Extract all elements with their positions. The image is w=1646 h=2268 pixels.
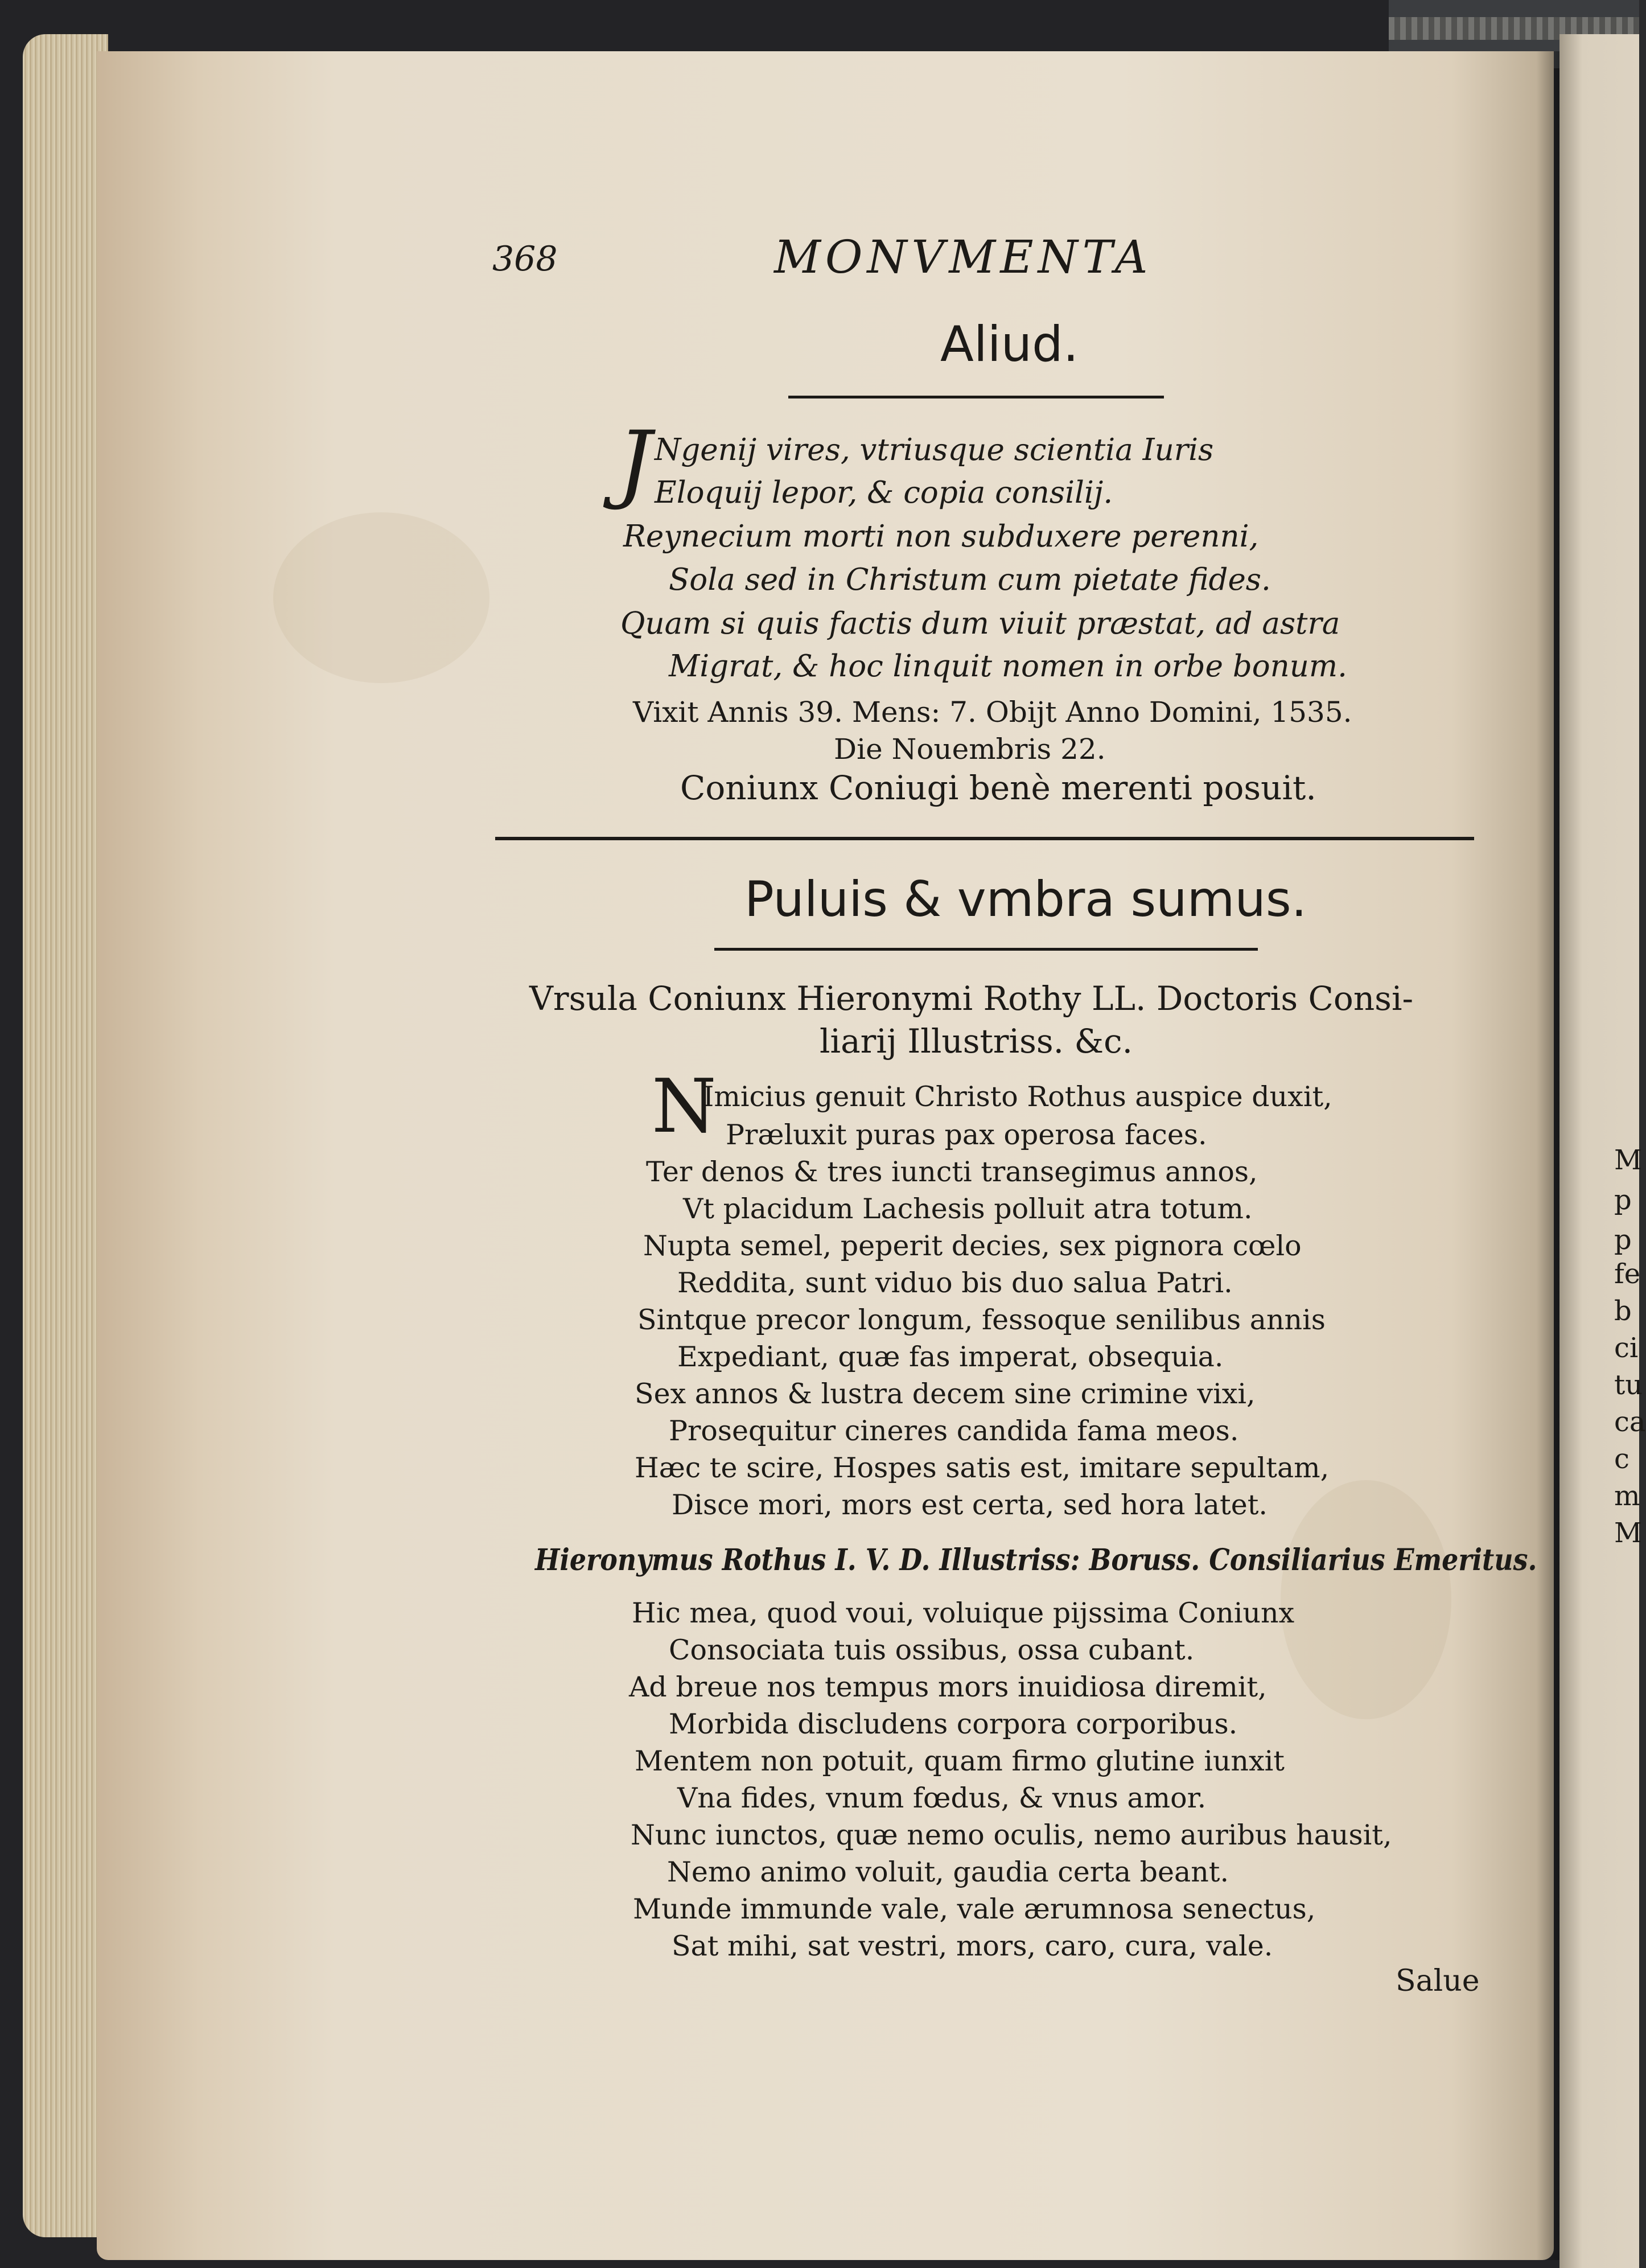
paper-stain [1281,1480,1451,1719]
dedication: Coniunx Coniugi benè merenti posuit. [680,769,1316,807]
fragment: ci [1614,1332,1639,1364]
verse-line: Sex annos & lustra decem sine crimine vixi, [635,1378,1256,1410]
verse-line: Prosequitur cineres candida fama meos. [669,1415,1239,1447]
verse-line: Imicius genuit Christo Rothus auspice duxit, [703,1080,1332,1113]
heading-rule [714,948,1258,951]
page-stack-edge [23,34,108,2237]
fragment: b [1614,1295,1632,1327]
verse-line: Nupta semel, peperit decies, sex pignora cœlo [643,1230,1302,1262]
section-heading-puluis: Puluis & vmbra sumus. [744,871,1307,928]
subtitle: liarij Illustriss. &c. [820,1022,1133,1061]
verse-line: Ngenij vires, vtriusque scientia Iuris [655,433,1214,467]
fragment: ca [1614,1406,1646,1438]
verse-line: Præluxit puras pax operosa faces. [726,1119,1207,1151]
fragment: M [1614,1517,1643,1549]
drop-cap: N [652,1063,717,1149]
heading-rule [788,396,1164,398]
section-divider [495,837,1474,840]
section-heading-aliud: Aliud. [940,316,1079,373]
date-line: Vixit Annis 39. Mens: 7. Obijt Anno Domini, 1535. [633,696,1352,729]
verse-line: Vna fides, vnum fœdus, & vnus amor. [677,1782,1207,1814]
date-line: Die Nouembris 22. [834,733,1106,766]
verse-line: Vt placidum Lachesis polluit atra totum. [683,1193,1253,1225]
gutter-shadow [1537,51,1559,2260]
fragment: tu [1614,1369,1643,1401]
verse-line: Reynecium morti non subduxere perenni, [623,519,1259,554]
verse-line: Sintque precor longum, fessoque senilibus annis [637,1304,1326,1336]
verse-line: Nemo animo voluit, gaudia certa beant. [667,1856,1229,1888]
verse-line: Munde immunde vale, vale ærumnosa senectus, [633,1893,1316,1925]
fragment: M [1614,1144,1643,1176]
subtitle: Vrsula Coniunx Hieronymi Rothy LL. Doctoris Consi- [529,979,1414,1018]
verse-line: Ter denos & tres iuncti transegimus annos, [646,1156,1258,1188]
fragment: p [1614,1224,1632,1256]
verse-line: Nunc iunctos, quæ nemo oculis, nemo auribus hausit, [631,1819,1392,1851]
verse-line: Reddita, sunt viduo bis duo salua Patri. [677,1267,1233,1299]
fragment: c [1614,1443,1629,1475]
catchword: Salue [1396,1964,1480,1998]
verse-line: Disce mori, mors est certa, sed hora latet. [672,1489,1268,1521]
drop-cap: J [618,413,652,512]
verse-line: Ad breue nos tempus mors inuidiosa diremit, [629,1671,1267,1703]
verse-line: Sola sed in Christum cum pietate fides. [669,562,1271,597]
verse-line: Expediant, quæ fas imperat, obsequia. [677,1341,1224,1373]
page-number: 368 [492,239,558,279]
verse-line: Migrat, & hoc linquit nomen in orbe bonum. [669,649,1348,684]
verse-line: Mentem non potuit, quam firmo glutine iunxit [635,1745,1285,1777]
verse-line: Sat mihi, sat vestri, mors, caro, cura, vale. [672,1930,1273,1962]
signature-line: Hieronymus Rothus I. V. D. Illustriss: Boruss. Consiliarius Emeritus. [535,1543,1537,1577]
verse-line: Consociata tuis ossibus, ossa cubant. [669,1634,1195,1666]
running-title: MONVMENTA [774,231,1153,284]
fragment: m [1614,1480,1640,1512]
paper-stain [273,512,489,683]
verse-line: Hic mea, quod voui, voluique pijssima Coniunx [632,1597,1295,1629]
verse-line: Eloquij lepor, & copia consilij. [655,475,1113,510]
fragment: fe [1614,1258,1641,1290]
fragment: p [1614,1184,1632,1216]
verse-line: Hæc te scire, Hospes satis est, imitare sepultam, [635,1452,1330,1484]
verse-line: Morbida discludens corpora corporibus. [669,1708,1238,1740]
verse-line: Quam si quis factis dum viuit præstat, ad astra [620,606,1340,641]
